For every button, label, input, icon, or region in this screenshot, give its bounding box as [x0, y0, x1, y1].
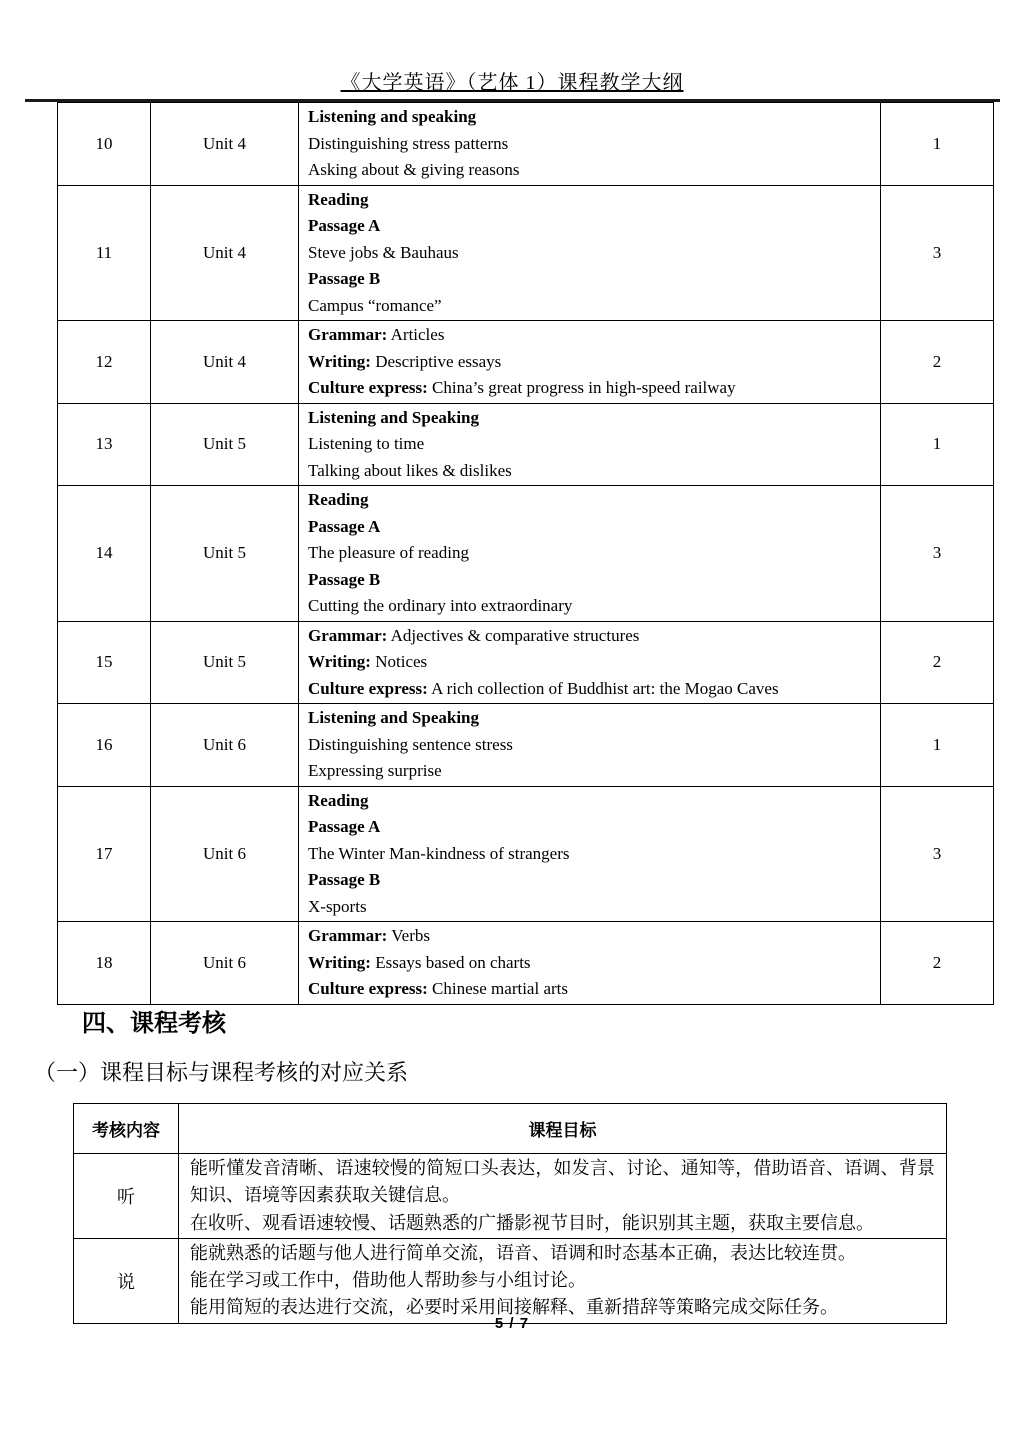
content-cell	[299, 922, 881, 1005]
content-line-text: Steve jobs & Bauhaus	[308, 242, 459, 262]
content-line-text: Articles	[387, 325, 445, 344]
week-cell: 11	[58, 185, 151, 321]
content-line-text: Chinese martial arts	[427, 979, 568, 998]
schedule-row	[58, 704, 994, 787]
content-cell	[299, 403, 881, 486]
week-cell: 17	[58, 786, 151, 922]
week-cell: 14	[58, 486, 151, 622]
content-line	[308, 157, 871, 184]
content-line	[308, 293, 871, 320]
content-line	[308, 375, 871, 402]
content-line-text: Adjectives & comparative structures	[387, 625, 640, 645]
assessment-header-objectives: 课程目标	[179, 1104, 947, 1154]
assessment-header-content: 考核内容	[74, 1104, 179, 1154]
unit-cell: Unit 4	[151, 321, 299, 404]
content-line	[308, 676, 871, 703]
content-line-text: A rich collection of Buddhist art: the Mogao Caves	[427, 678, 779, 698]
content-line-bold: Passage A	[308, 817, 381, 836]
content-line-text: Talking about likes & dislikes	[308, 460, 512, 480]
content-line-bold: Listening and speaking	[308, 107, 477, 126]
content-line-text: Expressing surprise	[308, 761, 442, 780]
content-line-text: Campus “romance”	[308, 295, 442, 315]
subsection-heading: （一）课程目标与课程考核的对应关系	[34, 1060, 409, 1085]
content-line-text: Distinguishing sentence stress	[308, 734, 513, 754]
content-line	[308, 266, 871, 293]
assessment-row	[74, 1154, 947, 1239]
content-line	[308, 705, 871, 732]
content-line-text: X-sports	[308, 896, 367, 916]
content-line	[308, 788, 871, 815]
content-cell	[299, 321, 881, 404]
unit-cell: Unit 5	[151, 621, 299, 704]
content-line-text: Listening to time	[308, 434, 425, 453]
content-line-bold: Listening and Speaking	[308, 708, 480, 727]
content-line-bold: Passage B	[308, 569, 381, 589]
content-line-text: Distinguishing stress patterns	[308, 133, 509, 153]
objective-paragraph: 能在学习或工作中，借助他人帮助参与小组讨论。	[190, 1270, 586, 1291]
schedule-row	[58, 486, 994, 622]
schedule-row	[58, 786, 994, 922]
content-cell	[299, 704, 881, 787]
content-line-bold: Culture express:	[308, 979, 428, 998]
week-cell: 16	[58, 704, 151, 787]
content-line	[308, 867, 871, 894]
content-line	[308, 458, 871, 485]
section-heading: 四、课程考核	[82, 1010, 226, 1037]
objective-paragraph: 在收听、观看语速较慢、话题熟悉的广播影视节目时，能识别其主题，获取主要信息。	[190, 1212, 874, 1233]
content-line	[308, 732, 871, 759]
content-line-bold: Passage B	[308, 870, 381, 889]
content-line	[308, 814, 871, 841]
content-line	[308, 349, 871, 376]
content-line	[308, 923, 871, 950]
content-line	[308, 649, 871, 676]
content-line	[308, 322, 871, 349]
assessment-table	[73, 1103, 947, 1324]
content-cell	[299, 621, 881, 704]
content-line-text: Asking about & giving reasons	[308, 160, 520, 179]
content-line-bold: Reading	[308, 490, 369, 509]
skill-cell: 听	[74, 1154, 179, 1239]
hours-cell: 2	[881, 621, 994, 704]
content-line-bold: Passage A	[308, 516, 381, 536]
content-line	[308, 405, 871, 432]
week-cell: 13	[58, 403, 151, 486]
content-line	[308, 187, 871, 214]
content-line-bold: Writing:	[308, 652, 371, 671]
content-line	[308, 623, 871, 650]
page-number: 5 / 7	[494, 1315, 530, 1332]
content-cell	[299, 486, 881, 622]
objective-paragraph: 能就熟悉的话题与他人进行简单交流，语音、语调和时态基本正确，表达比较连贯。	[190, 1242, 856, 1263]
content-line	[308, 593, 871, 620]
hours-cell: 3	[881, 185, 994, 321]
content-line	[308, 950, 871, 977]
hours-cell: 1	[881, 103, 994, 186]
content-line-bold: Writing:	[308, 351, 371, 371]
content-line-bold: Writing:	[308, 952, 371, 972]
hours-cell: 1	[881, 403, 994, 486]
schedule-row	[58, 621, 994, 704]
unit-cell: Unit 6	[151, 922, 299, 1005]
content-cell	[299, 786, 881, 922]
assessment-header-row	[74, 1104, 947, 1154]
unit-cell: Unit 4	[151, 103, 299, 186]
week-cell: 10	[58, 103, 151, 186]
unit-cell: Unit 6	[151, 704, 299, 787]
unit-cell: Unit 5	[151, 486, 299, 622]
content-line	[308, 758, 871, 785]
content-line-text: The Winter Man-kindness of strangers	[308, 843, 570, 863]
week-cell: 15	[58, 621, 151, 704]
content-line-text: Descriptive essays	[370, 351, 502, 371]
objectives-cell	[179, 1238, 947, 1323]
hours-cell: 2	[881, 321, 994, 404]
content-line-bold: Passage B	[308, 269, 381, 288]
content-line	[308, 514, 871, 541]
unit-cell: Unit 6	[151, 786, 299, 922]
content-line	[308, 841, 871, 868]
schedule-row	[58, 103, 994, 186]
schedule-row	[58, 321, 994, 404]
content-line	[308, 213, 871, 240]
content-line	[308, 240, 871, 267]
content-line	[308, 976, 871, 1003]
assessment-row	[74, 1238, 947, 1323]
content-line-bold: Grammar:	[308, 625, 388, 645]
content-line-text: Verbs	[387, 926, 430, 945]
hours-cell: 2	[881, 922, 994, 1005]
page-title: 《大学英语》（艺体 1）课程教学大纲	[340, 72, 684, 94]
objectives-cell	[179, 1154, 947, 1239]
unit-cell: Unit 4	[151, 185, 299, 321]
content-line-bold: Culture express:	[308, 678, 428, 698]
hours-cell: 3	[881, 486, 994, 622]
schedule-row	[58, 185, 994, 321]
content-line-text: The pleasure of reading	[308, 543, 469, 562]
content-line-bold: Passage A	[308, 216, 381, 235]
content-line	[308, 894, 871, 921]
content-line	[308, 131, 871, 158]
content-line-bold: Reading	[308, 790, 369, 810]
content-line	[308, 567, 871, 594]
schedule-table	[57, 102, 994, 1005]
content-line-text: China’s great progress in high-speed railway	[427, 378, 736, 397]
week-cell: 18	[58, 922, 151, 1005]
content-line-bold: Grammar:	[308, 926, 388, 945]
content-line-text: Cutting the ordinary into extraordinary	[308, 596, 573, 615]
content-line	[308, 104, 871, 131]
objective-paragraph: 能用简短的表达进行交流，必要时采用间接解释、重新措辞等策略完成交际任务。	[190, 1297, 838, 1318]
skill-cell: 说	[74, 1238, 179, 1323]
content-line-bold: Grammar:	[308, 325, 388, 344]
content-line	[308, 487, 871, 514]
content-line	[308, 540, 871, 567]
content-cell	[299, 103, 881, 186]
hours-cell: 3	[881, 786, 994, 922]
content-line-bold: Culture express:	[308, 378, 428, 397]
content-line-text: Notices	[370, 652, 428, 671]
schedule-row	[58, 922, 994, 1005]
objective-paragraph: 能听懂发音清晰、语速较慢的简短口头表达，如发言、讨论、通知等，借助语音、语调、背景知识、语境等因素获取关键信息。	[190, 1158, 935, 1206]
content-cell	[299, 185, 881, 321]
schedule-row	[58, 403, 994, 486]
week-cell: 12	[58, 321, 151, 404]
content-line	[308, 431, 871, 458]
content-line-bold: Listening and Speaking	[308, 407, 480, 427]
content-line-bold: Reading	[308, 189, 369, 209]
content-line-text: Essays based on charts	[370, 952, 531, 972]
unit-cell: Unit 5	[151, 403, 299, 486]
hours-cell: 1	[881, 704, 994, 787]
